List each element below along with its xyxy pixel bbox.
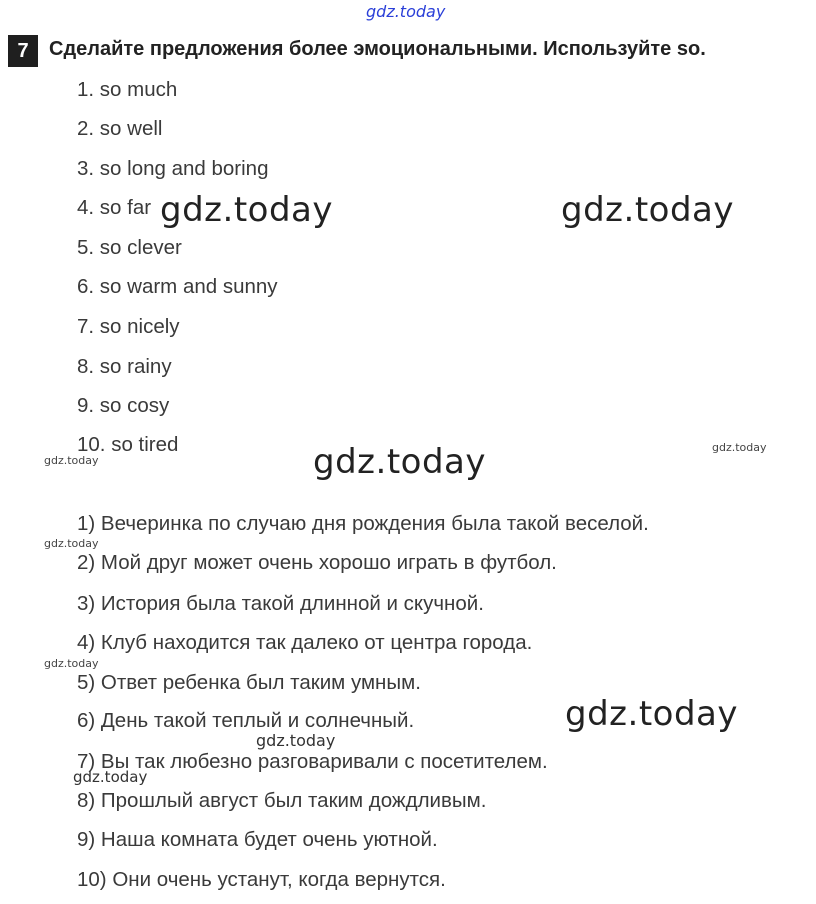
exercise-title: Сделайте предложения более эмоциональными. Используйте so. — [49, 38, 706, 60]
answer-item-2: 2. so well — [77, 117, 163, 140]
translation-item-9: 9) Наша комната будет очень уютной. — [77, 828, 438, 851]
watermark-top: gdz.today — [366, 2, 446, 21]
watermark-large-1: gdz.today — [160, 190, 333, 230]
answer-item-9: 9. so cosy — [77, 394, 170, 417]
watermark-large-4: gdz.today — [565, 694, 738, 734]
watermark-mid-2: gdz.today — [73, 768, 148, 786]
answer-item-8: 8. so rainy — [77, 355, 172, 378]
watermark-large-2: gdz.today — [561, 190, 734, 230]
exercise-number-badge: 7 — [8, 35, 38, 67]
watermark-small-2: gdz.today — [712, 441, 767, 454]
translation-item-8: 8) Прошлый август был таким дождливым. — [77, 789, 487, 812]
watermark-small-3: gdz.today — [44, 537, 99, 550]
translation-item-5: 5) Ответ ребенка был таким умным. — [77, 671, 421, 694]
translation-item-4: 4) Клуб находится так далеко от центра города. — [77, 631, 533, 654]
answer-item-3: 3. so long and boring — [77, 157, 269, 180]
translation-item-10: 10) Они очень устанут, когда вернутся. — [77, 868, 446, 891]
translation-item-1: 1) Вечеринка по случаю дня рождения была такой веселой. — [77, 512, 649, 535]
watermark-large-3: gdz.today — [313, 442, 486, 482]
watermark-mid-1: gdz.today — [256, 731, 336, 750]
translation-item-3: 3) История была такой длинной и скучной. — [77, 592, 484, 615]
answer-item-4: 4. so far — [77, 196, 152, 219]
translation-item-2: 2) Мой друг может очень хорошо играть в футбол. — [77, 551, 557, 574]
answer-item-10: 10. so tired — [77, 433, 179, 456]
translation-item-6: 6) День такой теплый и солнечный. — [77, 709, 415, 732]
answer-item-1: 1. so much — [77, 78, 178, 101]
translation-item-7: 7) Вы так любезно разговаривали с посетителем. — [77, 750, 548, 773]
answer-item-7: 7. so nicely — [77, 315, 180, 338]
watermark-small-1: gdz.today — [44, 454, 99, 467]
answer-item-6: 6. so warm and sunny — [77, 275, 278, 298]
watermark-small-4: gdz.today — [44, 657, 99, 670]
answer-item-5: 5. so clever — [77, 236, 182, 259]
